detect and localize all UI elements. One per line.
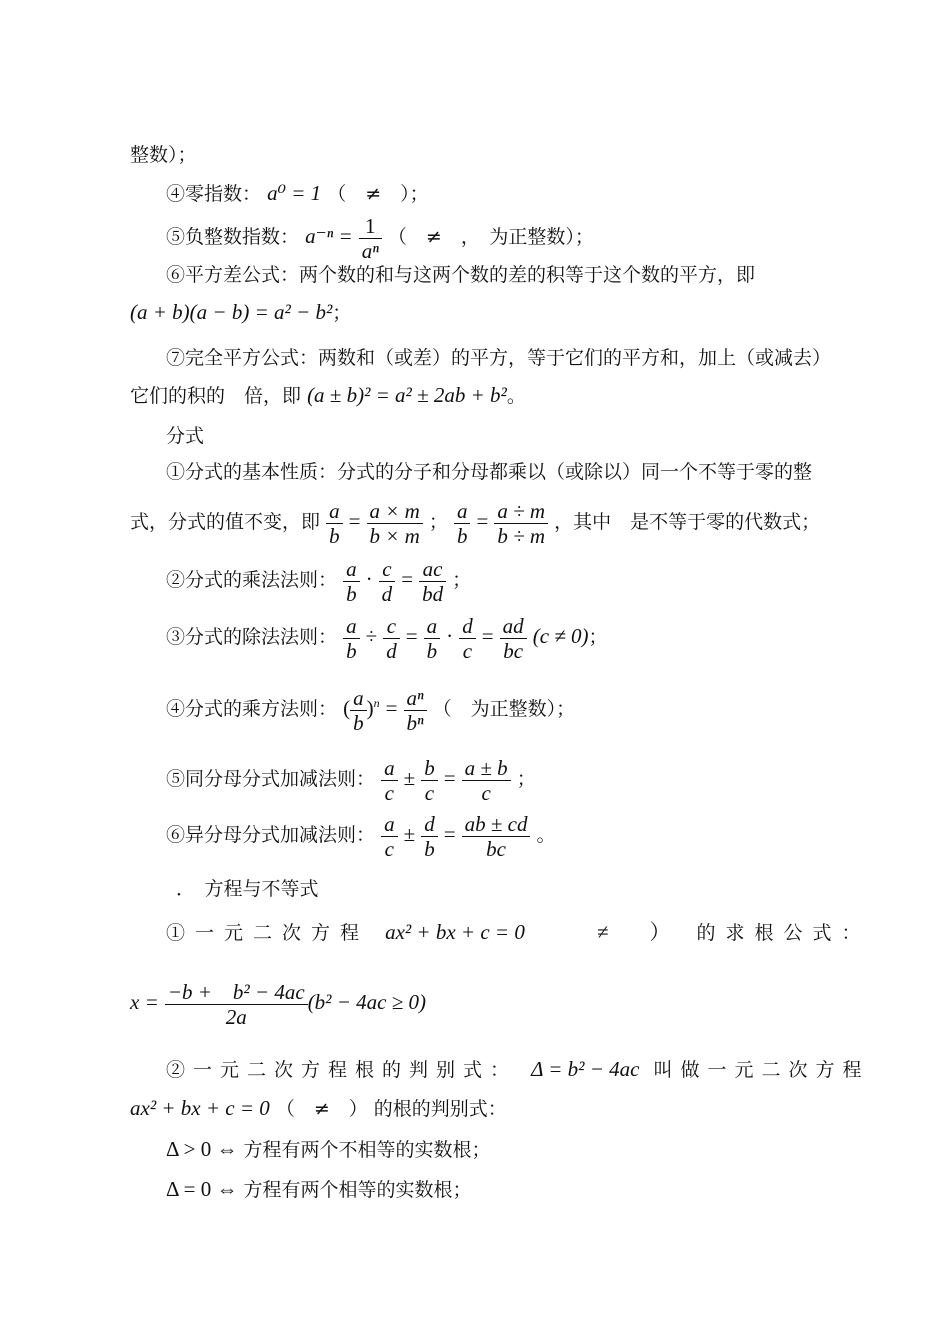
condition: （ ≠ ）: [275, 1098, 368, 1120]
condition: （ ≠ ）；: [327, 183, 429, 205]
numerator: d: [459, 614, 476, 639]
quadratic-formula-line: [130, 972, 426, 1033]
line-text: ⑦完全平方公式：两数和（或差）的平方，等于它们的平方和，加上（或减去）: [166, 347, 832, 369]
line-text: 的求根公式：: [696, 922, 871, 944]
denominator: b: [346, 638, 357, 663]
line-label: ⑤同分母分式加减法则：: [166, 768, 376, 790]
fraction: [462, 812, 531, 861]
fraction: [459, 614, 476, 663]
formula: (a + b)(a − b) = a² − b²: [130, 300, 333, 324]
formula: Δ = 0 ⇔: [166, 1177, 238, 1201]
denominator: c: [462, 638, 473, 663]
denominator: b ÷ m: [497, 523, 546, 548]
formula: x =: [130, 990, 159, 1014]
denominator: aⁿ: [361, 238, 379, 263]
formula: a⁰ = 1: [267, 181, 322, 205]
numerator: ac: [419, 557, 446, 582]
line-label: ⑥异分母分式加减法则：: [166, 824, 376, 846]
discriminant-positive-line: [166, 1137, 491, 1162]
fraction: [343, 614, 360, 663]
section-heading: [166, 424, 204, 448]
heading-text: 分式: [166, 425, 205, 447]
text-line: [166, 263, 755, 287]
numerator: b: [421, 756, 438, 781]
numerator: c: [383, 614, 400, 639]
fraction: [383, 614, 400, 663]
fraction: [350, 686, 367, 735]
punctuation: ；: [332, 302, 352, 324]
text-line: [166, 460, 812, 484]
condition: (c ≠ 0): [532, 624, 589, 648]
numerator: −b + b² − 4ac: [165, 980, 308, 1005]
line-label: ③分式的除法法则：: [166, 626, 338, 648]
denominator: b: [456, 523, 468, 548]
punctuation: ；: [452, 569, 472, 591]
condition: (b² − 4ac ≥ 0): [307, 990, 426, 1014]
division-rule-line: ③分式的除法法则： $\frac{a}{b}$ ÷ $\frac{c}{d}$ = $\frac{a}{b}$ · $\frac{d}{c}$ = $\frac{ad}{bc}$ (c ≠ 0)；: [166, 613, 608, 663]
numerator: ab ± cd: [462, 812, 531, 837]
denominator: d: [386, 638, 397, 663]
numerator: a: [343, 557, 360, 582]
power-rule-line: ④分式的乘方法则： ( $\frac{a}{b}$ )$^n$ = $\frac{\text{aⁿ}}{\text{bⁿ}}$ （ 为正整数）；: [166, 685, 576, 735]
same-denominator-rule-line: ⑤同分母分式加减法则： $\frac{a}{c}$ ± $\frac{b}{c}$ = $\frac{a \pm b}{c}$ ；: [166, 755, 536, 805]
formula: ax² + bx + c = 0: [385, 920, 525, 944]
line-label: ④零指数：: [166, 183, 262, 205]
line-text: 式，分式的值不变，即: [130, 511, 321, 533]
fraction: [424, 614, 441, 663]
punctuation: ；: [588, 626, 608, 648]
line-text: 叫做一元二次方程: [653, 1059, 870, 1081]
denominator: b: [353, 710, 364, 735]
denominator: bc: [486, 836, 506, 861]
punctuation: ；: [516, 768, 536, 790]
denominator: bc: [503, 638, 524, 663]
negative-exponent-line: [166, 206, 594, 267]
denominator: 2a: [225, 1004, 247, 1029]
denominator: b: [424, 836, 435, 861]
different-denominator-rule-line: ⑥异分母分式加减法则： $\frac{a}{c}$ ± $\frac{d}{b}$ = $\frac{ab \pm cd}{bc}$ 。: [166, 811, 556, 861]
line-text: 整数）；: [130, 144, 197, 166]
line-text: ①分式的基本性质：分式的分子和分母都乘以（或除以）同一个不等于零的整: [166, 461, 813, 483]
formula: ax² + bx + c = 0: [130, 1096, 270, 1120]
text-line: [166, 346, 831, 370]
line-text: 方程有两个不相等的实数根；: [243, 1139, 491, 1161]
fraction: [419, 557, 446, 606]
numerator: aⁿ: [404, 686, 427, 711]
numerator: 1: [359, 214, 382, 239]
punctuation: 。: [506, 385, 526, 407]
denominator: c: [424, 780, 435, 805]
formula: (a ± b)² = a² ± 2ab + b²: [307, 383, 507, 407]
fraction: [343, 557, 360, 606]
condition: （ 为正整数）；: [432, 698, 576, 720]
denominator: b: [426, 638, 438, 663]
numerator: a: [350, 686, 367, 711]
numerator: a: [381, 812, 398, 837]
numerator: d: [421, 812, 438, 837]
formula: Δ > 0 ⇔: [166, 1137, 238, 1161]
line-label: ①一元二次方程: [166, 922, 370, 944]
numerator: a × m: [367, 499, 423, 524]
numerator: a: [326, 499, 343, 524]
denominator: bⁿ: [406, 710, 424, 735]
denominator: c: [384, 836, 394, 861]
numerator: a ± b: [462, 756, 511, 781]
fraction: [454, 499, 471, 548]
fraction: [165, 980, 308, 1029]
numerator: ad: [500, 614, 527, 639]
line-label: ②一元二次方程根的判别式：: [166, 1059, 518, 1081]
numerator: a: [381, 756, 398, 781]
fraction: [462, 756, 511, 805]
numerator: a: [424, 614, 441, 639]
fraction: [381, 756, 398, 805]
numerator: a ÷ m: [494, 499, 548, 524]
line-label: ④分式的乘方法则：: [166, 698, 338, 720]
denominator: d: [381, 581, 393, 606]
fraction: [359, 214, 382, 263]
denominator: c: [384, 780, 394, 805]
punctuation: ；: [428, 511, 448, 533]
text-line: [130, 143, 197, 167]
formula: Δ = b² − 4ac: [531, 1057, 640, 1081]
fraction: [421, 812, 438, 861]
line-text: 它们的积的 倍，即: [130, 385, 302, 407]
fraction: [381, 812, 398, 861]
fraction: [367, 499, 423, 548]
punctuation: 。: [536, 824, 556, 846]
fraction: [326, 499, 343, 548]
line-text: 的根的判别式：: [373, 1098, 507, 1120]
formula-line: [130, 300, 351, 325]
line-text: ，其中 是不等于零的代数式；: [554, 511, 821, 533]
text-line: [130, 383, 526, 408]
quadratic-formula-intro-line: [166, 920, 871, 945]
denominator: bd: [422, 581, 444, 606]
zero-exponent-line: [166, 181, 429, 206]
numerator: a: [454, 499, 471, 524]
line-text: ⑥平方差公式：两个数的和与这两个数的差的积等于这个数的平方，即: [166, 264, 756, 286]
fraction-property-line: 式，分式的值不变，即 $\frac{a}{b}$ = $\frac{a \times m}{b \times m}$ ； $\frac{a}{b}$ = $\frac{a \div m}{b \div m}$ ，其中 是不等于零的代数式；: [130, 498, 821, 548]
line-label: ⑤负整数指数：: [166, 226, 300, 248]
discriminant-line-2: [130, 1096, 507, 1121]
numerator: c: [379, 557, 396, 582]
fraction: [404, 686, 427, 735]
denominator: c: [481, 780, 491, 805]
discriminant-line: [166, 1057, 870, 1082]
denominator: b: [329, 523, 340, 548]
heading-text: ． 方程与不等式: [176, 878, 319, 900]
multiplication-rule-line: ②分式的乘法法则： $\frac{a}{b}$ · $\frac{c}{d}$ = $\frac{ac}{bd}$ ；: [166, 556, 472, 606]
condition: （ ≠ ， 为正整数）；: [387, 226, 594, 248]
fraction: [500, 614, 527, 663]
fraction: [379, 557, 396, 606]
denominator: b: [346, 581, 357, 606]
numerator: a: [343, 614, 360, 639]
line-label: ②分式的乘法法则：: [166, 569, 338, 591]
fraction: [421, 756, 438, 805]
fraction: [494, 499, 548, 548]
line-text: 方程有两个相等的实数根；: [243, 1179, 472, 1201]
denominator: b × m: [369, 523, 420, 548]
discriminant-zero-line: [166, 1177, 472, 1202]
formula: a⁻ⁿ =: [305, 224, 353, 248]
condition: ≠ ）: [596, 920, 681, 944]
section-heading: [176, 877, 319, 901]
